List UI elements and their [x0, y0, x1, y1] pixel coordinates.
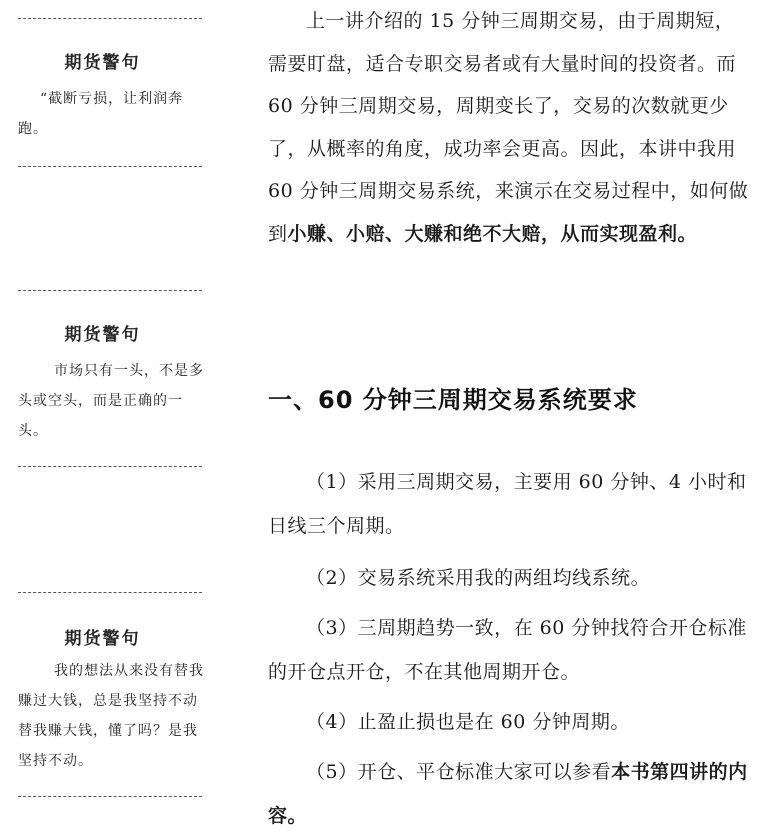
quote-text: “截断亏损，让利润奔跑。 — [18, 91, 184, 137]
divider — [18, 18, 202, 19]
quote-title: 期货警句 — [64, 53, 141, 73]
divider — [18, 796, 202, 797]
requirement-item — [268, 750, 750, 838]
requirement-item — [268, 606, 750, 694]
requirement-text: （4）止盈止损也是在 60 分钟周期。 — [306, 711, 630, 733]
quote-title: 期货警句 — [64, 629, 141, 649]
intro-paragraph — [268, 0, 750, 255]
requirement-item — [268, 460, 750, 548]
intro-text: 上一讲介绍的 15 分钟三周期交易，由于周期短，需要盯盘，适合专职交易者或有大量时间的投资者。而 60 分钟三周期交易，周期变长了，交易的次数就更少了，从概率的角度，成功率会更高。因此，本讲中我用 60 分钟三周期交易系统，来演示在交易过程中，如何做到 — [268, 10, 749, 245]
quote-text: 我的想法从来没有替我赚过大钱，总是我坚持不动替我赚大钱，懂了吗？是我坚持不动。 — [18, 663, 204, 769]
divider — [18, 592, 202, 593]
quote-text: 市场只有一头，不是多头或空头，而是正确的一头。 — [18, 363, 204, 439]
quote-title: 期货警句 — [64, 325, 141, 345]
requirement-text: （1）采用三周期交易，主要用 60 分钟、4 小时和日线三个周期。 — [268, 471, 747, 537]
requirement-item — [268, 700, 750, 744]
sidebar-quotes — [0, 0, 205, 829]
section-heading: 一、60 分钟三周期交易系统要求 — [268, 386, 638, 414]
requirement-text: （3）三周期趋势一致，在 60 分钟找符合开仓标准的开仓点开仓，不在其他周期开仓。 — [268, 617, 747, 683]
divider — [18, 166, 202, 167]
divider — [18, 290, 202, 291]
intro-emphasis: 小赚、小赔、大赚和绝不大赔，从而实现盈利。 — [287, 222, 698, 245]
requirement-item — [268, 556, 750, 600]
requirement-text: （2）交易系统采用我的两组均线系统。 — [306, 567, 651, 589]
requirement-text: （5）开仓、平仓标准大家可以参看 — [306, 761, 612, 783]
divider — [18, 466, 202, 467]
requirement-emphasis: 本书第四讲的内容。 — [268, 761, 748, 827]
